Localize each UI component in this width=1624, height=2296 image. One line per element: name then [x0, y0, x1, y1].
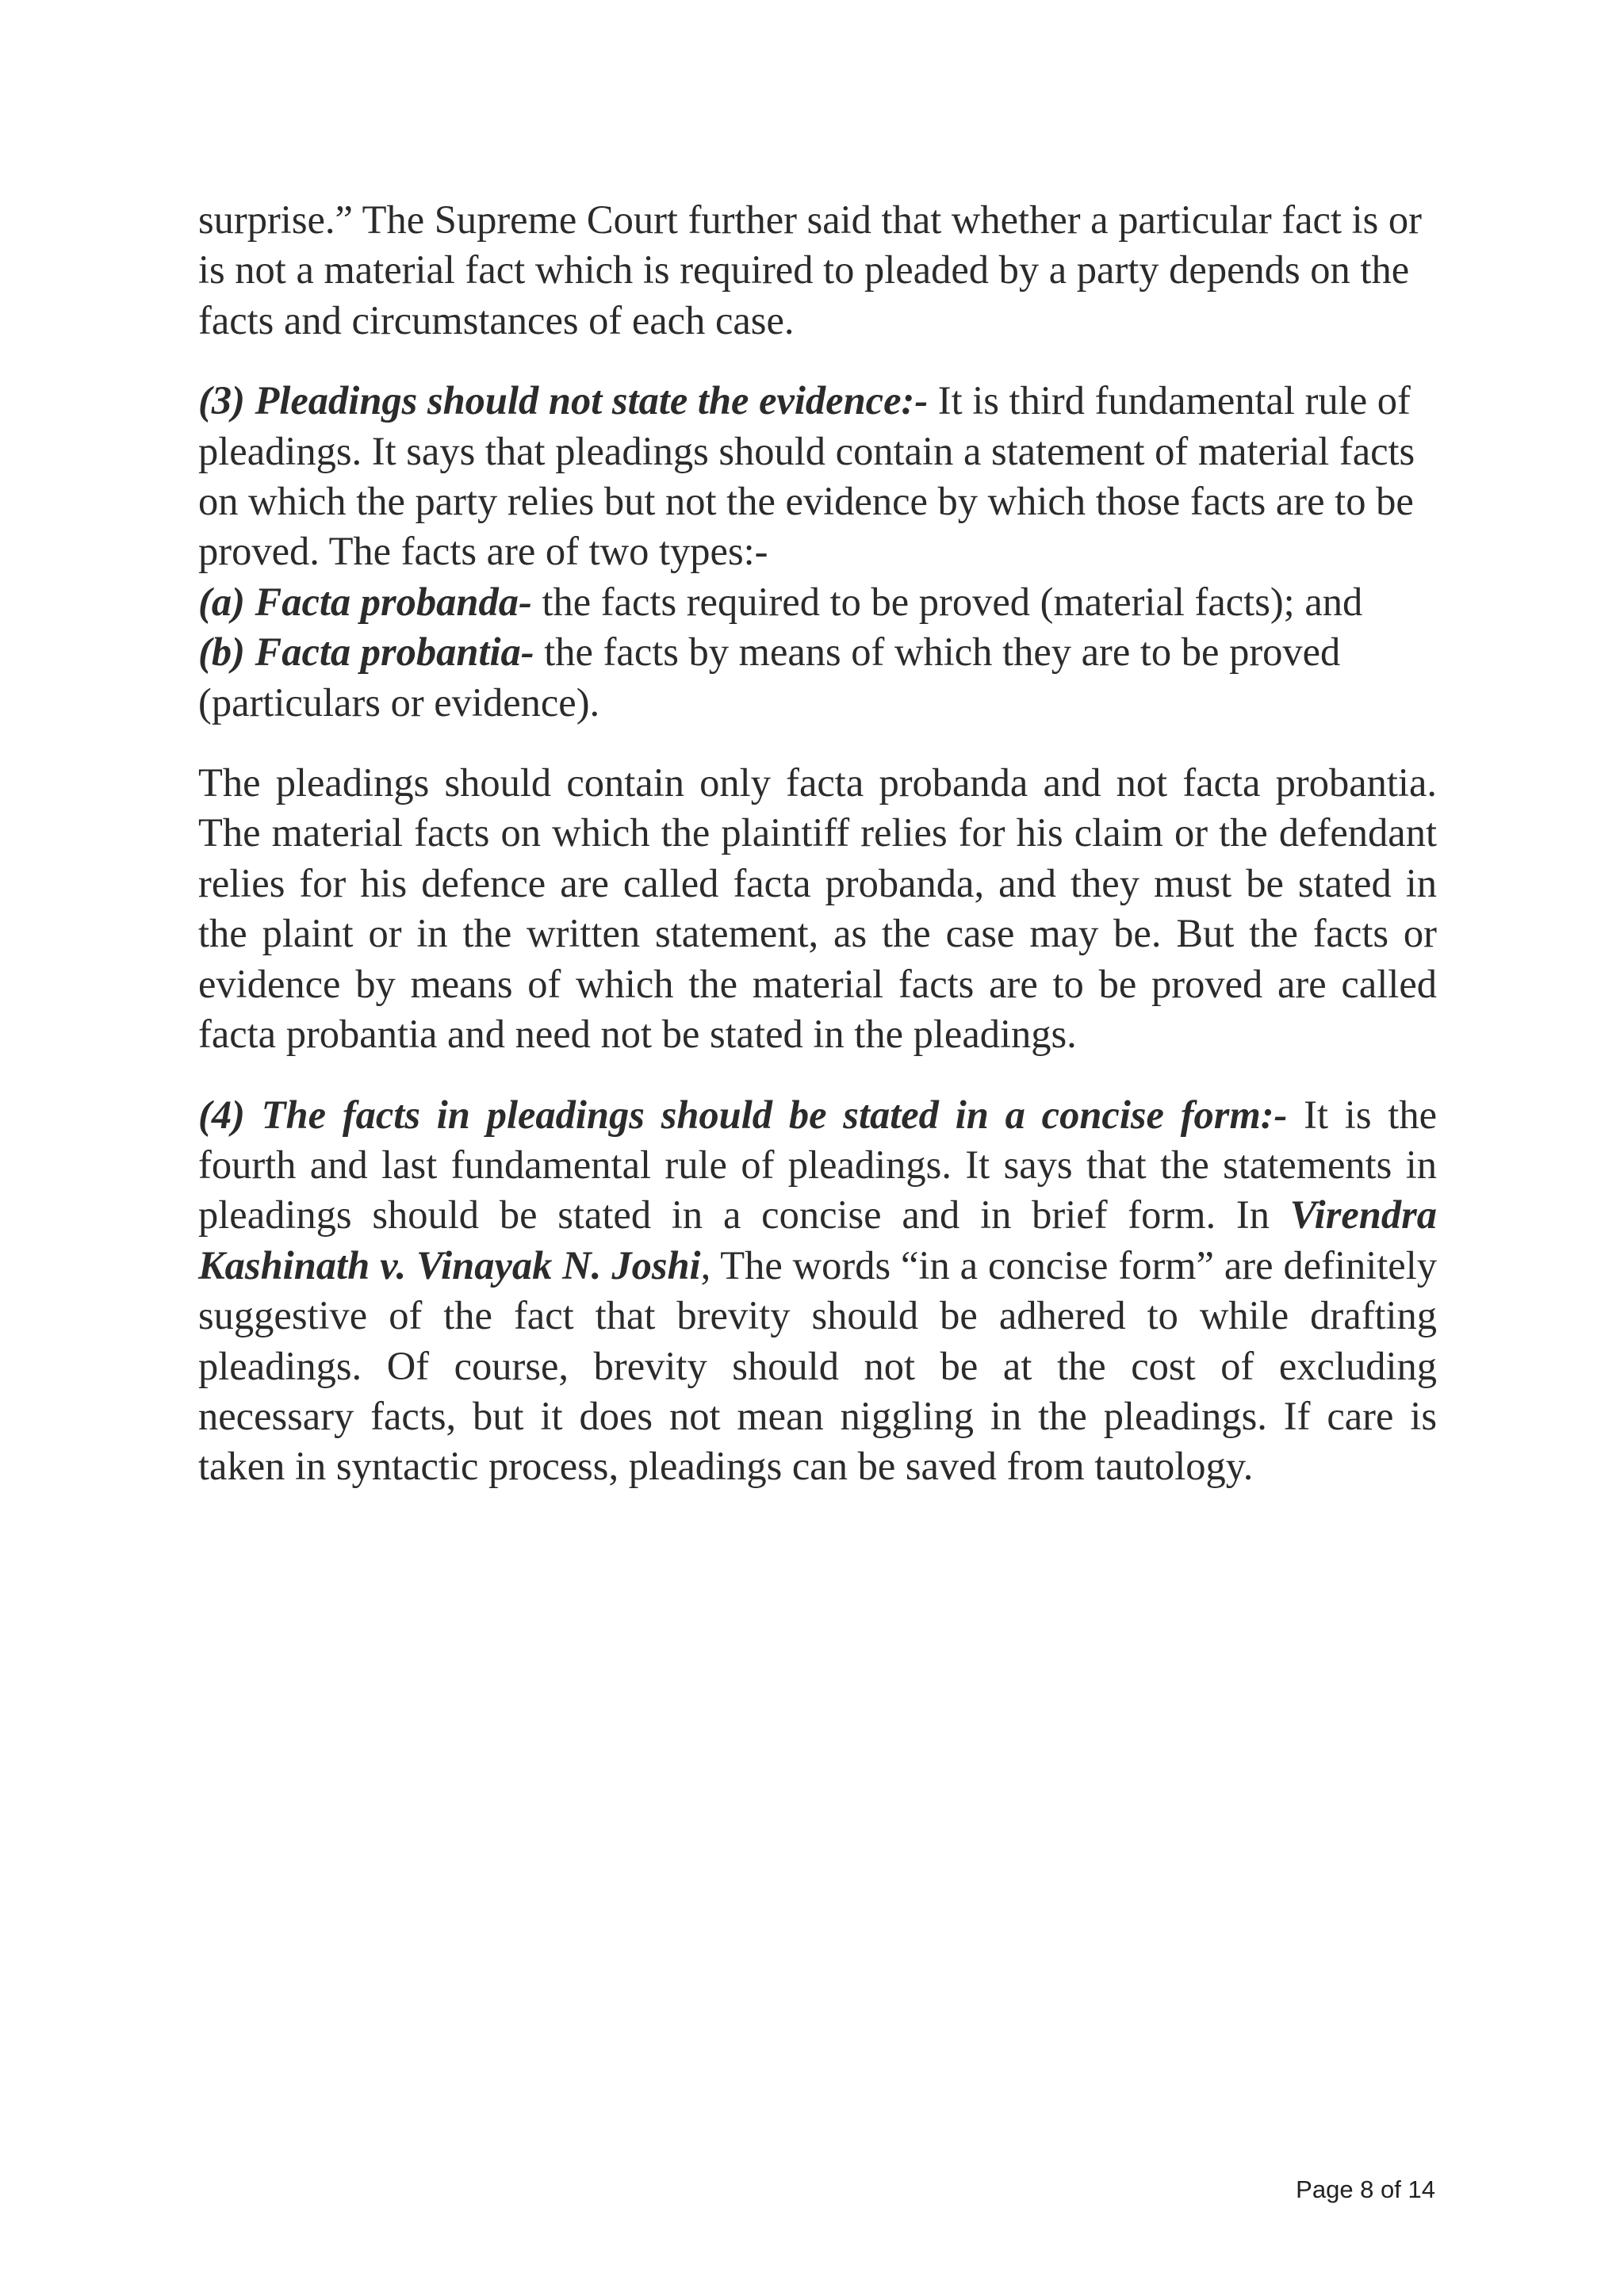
- rule-3-heading: (3) Pleadings should not state the evidence:-: [198, 378, 929, 423]
- facta-probantia-item: [198, 627, 1437, 728]
- rule-3-text: It is third fundamental rule of pleadings. It says that pleadings should contain a statement of material facts on which the party relies but not the evidence by which those facts are to be proved. The facts are of two types:-: [198, 378, 1415, 574]
- paragraph-facta-probanda: [198, 758, 1437, 1059]
- document-body: [198, 195, 1437, 1522]
- rule-4-heading: (4) The facts in pleadings should be stated in a concise form:-: [198, 1092, 1288, 1137]
- paragraph-supreme-court: [198, 195, 1437, 346]
- case-citation: Virendra Kashinath v. Vinayak N. Joshi: [198, 1192, 1437, 1288]
- rule-4-text: It is the fourth and last fundamental rule of pleadings. It says that the statements in pleadings should be stated in a concise and in brief form. In: [198, 1092, 1437, 1238]
- rule-4-text-continued: , The words “in a concise form” are definitely suggestive of the fact that brevity should be adhered to while drafting pleadings. Of course, brevity should not be at the cost of excluding necessary facts, but it does not mean niggling in the pleadings. If care is taken in syntactic process, pleadings can be saved from tautology.: [198, 1242, 1437, 1489]
- facta-probantia-label: (b) Facta probantia-: [198, 629, 534, 675]
- page-number: Page 8 of 14: [1296, 2175, 1435, 2203]
- facta-probanda-label: (a) Facta probanda-: [198, 579, 532, 624]
- facta-probantia-text: the facts by means of which they are to be proved (particulars or evidence).: [198, 629, 1341, 725]
- facta-probanda-text: the facts required to be proved (material facts); and: [531, 579, 1363, 624]
- section-rule-3: [198, 376, 1437, 728]
- paragraph-text: surprise.” The Supreme Court further said that whether a particular fact is or is not a material fact which is required to pleaded by a party depends on the facts and circumstances of each case.: [198, 197, 1422, 342]
- section-rule-4: [198, 1090, 1437, 1492]
- paragraph-text: The pleadings should contain only facta probanda and not facta probantia. The material facts on which the plaintiff relies for his claim or the defendant relies for his defence are called facta probanda, and they must be stated in the plaint or in the written statement, as the case may be. But the facts or evidence by means of which the material facts are to be proved are called facta probantia and need not be stated in the pleadings.: [198, 760, 1437, 1057]
- facta-probanda-item: [198, 577, 1437, 627]
